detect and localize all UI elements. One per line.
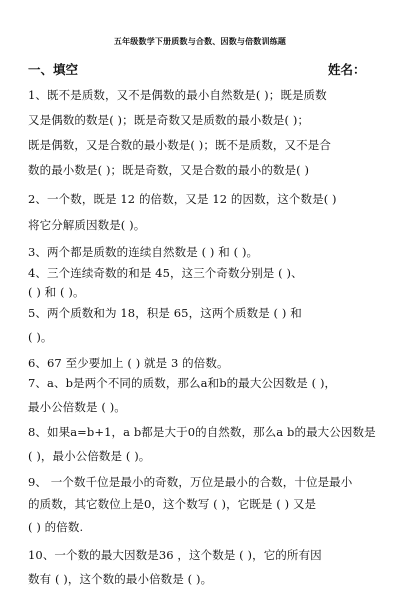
question-6: 6、67 至少要加上 ( ) 就是 3 的倍数。 bbox=[28, 356, 229, 370]
question-5-line-2: ( )。 bbox=[28, 330, 53, 344]
question-1-line-3: 既是偶数，又是合数的最小数是( )；既不是质数，又不是合 bbox=[28, 138, 331, 152]
question-2-line-2: 将它分解质因数是( )。 bbox=[28, 218, 146, 232]
question-10-line-1: 10、一个数的最大因数是36 ，这个数是 ( )，它的所有因 bbox=[28, 548, 322, 562]
question-1-line-1: 1、既不是质数，又不是偶数的最小自然数是( )；既是质数 bbox=[28, 88, 327, 102]
question-2-line-1: 2、一个数，既是 12 的倍数，又是 12 的因数，这个数是( ) bbox=[28, 192, 337, 206]
section-heading: 一、填空 bbox=[28, 62, 79, 77]
question-3: 3、两个都是质数的连续自然数是 ( ) 和 ( )。 bbox=[28, 245, 259, 259]
question-8-line-2: ( )，最小公倍数是 ( )。 bbox=[28, 449, 151, 463]
question-1-line-2: 又是偶数的数是( )；既是奇数又是质数的最小数是( )； bbox=[28, 113, 310, 127]
question-9-line-1: 9、 一个数千位是最小的奇数，万位是最小的合数，十位是最小 bbox=[28, 475, 353, 489]
question-7-line-2: 最小公倍数是 ( )。 bbox=[28, 400, 126, 414]
question-1-line-4: 数的最小数是( )；既是奇数，又是合数的最小的数是( ) bbox=[28, 163, 310, 177]
page-title: 五年级数学下册质数与合数、因数与倍数训练题 bbox=[113, 37, 287, 46]
question-10-line-2: 数有 ( )，这个数的最小倍数是 ( )。 bbox=[28, 572, 213, 586]
question-7-line-1: 7、a、b是两个不同的质数，那么a和b的最大公因数是 ( )， bbox=[28, 376, 337, 390]
question-4-line-1: 4、三个连续奇数的和是 45，这三个奇数分别是 ( )、 bbox=[28, 266, 303, 280]
question-5-line-1: 5、两个质数和为 18，积是 65，这两个质数是 ( ) 和 bbox=[28, 306, 302, 320]
question-8-line-1: 8、如果a=b+1，a b都是大于0的自然数，那么a b的最大公因数是 bbox=[28, 425, 376, 439]
question-4-line-2: ( ) 和 ( )。 bbox=[28, 285, 85, 299]
name-label: 姓名： bbox=[328, 62, 366, 77]
question-9-line-3: ( ) 的倍数. bbox=[28, 520, 84, 534]
question-9-line-2: 的质数，其它数位上是0，这个数写 ( )，它既是 ( ) 又是 bbox=[28, 497, 317, 511]
